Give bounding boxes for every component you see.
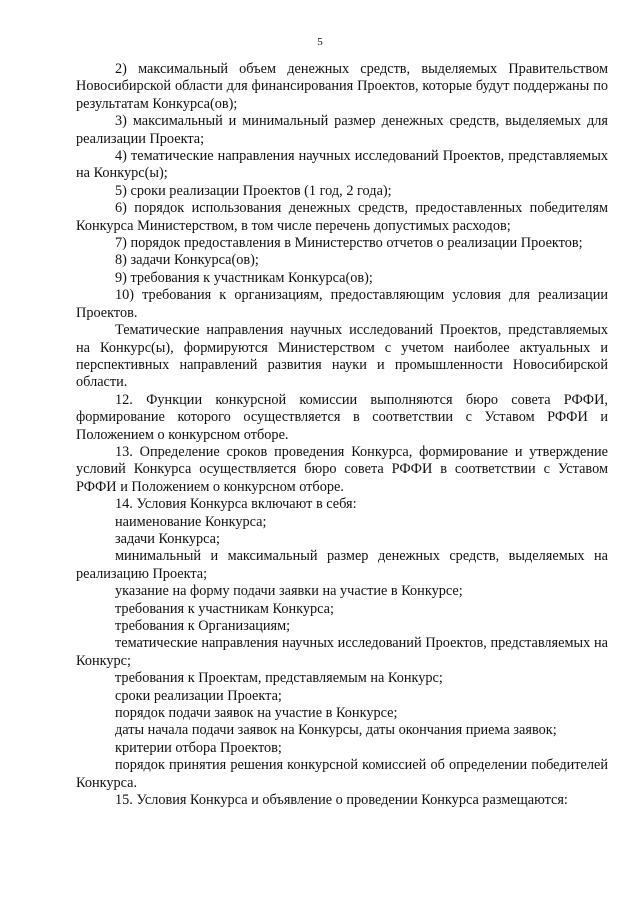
paragraph: минимальный и максимальный размер денежных средств, выделяемых на реализацию Проекта;	[76, 548, 608, 582]
paragraph: 12. Функции конкурсной комиссии выполняются бюро совета РФФИ, формирование которого осуществляется в соответствии с Уставом РФФИ и Положением о конкурсном отборе.	[76, 391, 608, 443]
paragraph: 5) сроки реализации Проектов (1 год, 2 года);	[115, 182, 392, 199]
paragraph: требования к Организациям;	[115, 618, 291, 634]
paragraph: 14. Условия Конкурса включают в себя:	[115, 496, 357, 513]
paragraph: даты начала подачи заявок на Конкурсы, даты окончания приема заявок;	[115, 722, 557, 739]
paragraph: сроки реализации Проекта;	[115, 687, 282, 704]
paragraph: 10) требования к организациям, предоставляющим условия для реализации Проектов.	[76, 287, 608, 321]
paragraph: 6) порядок использования денежных средств, предоставленных победителям Конкурса Министерством, в том числе перечень допустимых расходов;	[76, 200, 608, 234]
paragraph: 3) максимальный и минимальный размер денежных средств, выделяемых для реализации Проекта;	[76, 113, 608, 147]
paragraph: 7) порядок предоставления в Министерство отчетов о реализации Проектов;	[115, 235, 583, 252]
paragraph: 15. Условия Конкурса и объявление о проведении Конкурса размещаются:	[115, 792, 568, 809]
paragraph: 9) требования к участникам Конкурса(ов);	[115, 269, 373, 286]
paragraph: критерии отбора Проектов;	[115, 739, 282, 756]
paragraph: 2) максимальный объем денежных средств, выделяемых Правительством Новосибирской области для финансирования Проектов, которые будут поддержаны по результатам Конкурса(ов);	[76, 61, 608, 112]
paragraph: порядок принятия решения конкурсной комиссией об определении победителей Конкурса.	[76, 757, 608, 791]
paragraph: требования к участникам Конкурса;	[115, 600, 334, 617]
paragraph: порядок подачи заявок на участие в Конкурсе;	[115, 705, 398, 722]
paragraph: тематические направления научных исследований Проектов, представляемых на Конкурс;	[76, 635, 608, 669]
page-number: 5	[317, 36, 323, 48]
paragraph: Тематические направления научных исследований Проектов, представляемых на Конкурс(ы), формируются Министерством с учетом наиболее актуальных и перспективных направлений развития науки и промышленности Новосибирской области.	[76, 322, 608, 391]
paragraph: задачи Конкурса;	[115, 530, 220, 547]
paragraph: 13. Определение сроков проведения Конкурса, формирование и утверждение условий Конкурса осуществляется бюро совета РФФИ в соответствии с Уставом РФФИ и Положением о конкурсном отборе.	[76, 443, 608, 495]
paragraph: указание на форму подачи заявки на участие в Конкурсе;	[115, 583, 463, 600]
paragraph: 8) задачи Конкурса(ов);	[115, 252, 259, 269]
document-body	[76, 61, 608, 809]
paragraph: наименование Конкурса;	[115, 513, 267, 530]
paragraph: 4) тематические направления научных исследований Проектов, представляемых на Конкурс(ы);	[76, 148, 608, 182]
paragraph: требования к Проектам, представляемым на Конкурс;	[115, 670, 443, 687]
